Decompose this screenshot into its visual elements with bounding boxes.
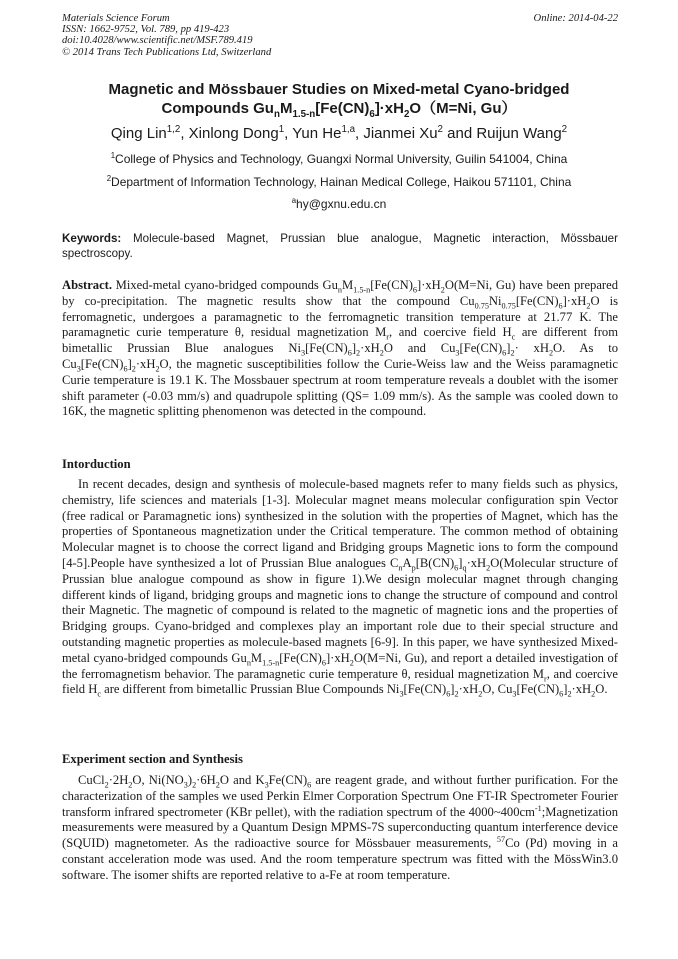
title-line-2: Compounds $Gu_nM_{1.5-n}[Fe(CN)_6]\cdot xH_2O(M=Ni$, Gu） bbox=[161, 100, 517, 120]
title-line-1: Magnetic and Mössbauer Studies on Mixed-metal Cyano-bridged bbox=[108, 81, 570, 98]
experiment-paragraph: $CuCl_2\cdot 2H_2O$, $Ni(NO_3)_2\cdot 6H_2O$ and $K_3Fe(CN)_6$ are reagent grade, and without further purification. For the characterization of the samples we used Perkin Elmer Corporation Spectrum One FT-IR Spectrometer Fourier transform infrared spectrometer (KBr pellet), with the radiation spectrum of the $4000\sim 400cm^{-1};Magnetization$ measurements were measured by a Quantum Design MPMS-7S superconducting quantum interference device (SQUID) magnetometer. As the radioactive source for Mössbauer measurements, $^{57}$Co (Pd) moving in a constant acceleration mode was used. And the room temperature spectrum was fitted with the MössWin3.0 software. The isomer shifts are reported relative to a-Fe at room temperature. bbox=[62, 773, 619, 882]
journal-header bbox=[62, 13, 618, 58]
affiliation-2: $^2$Department of Information Technology, Hainan Medical College, Haikou 571101, China bbox=[106, 174, 572, 189]
online-date: Online: 2014-04-22 bbox=[533, 13, 618, 24]
abstract: Abstract. Mixed-metal cyano-bridged compounds $Gu_nM_{1.5-n}[Fe(CN)_6]\cdot xH_2O(M=Ni$, Gu) have been prepared by co-precipitation. The magnetic results show that the compound $Cu_{0.75}Ni_{0.75}[Fe(CN)_6]\cdot xH_2O$ is ferromagnetic, undergoes a paramagnetic to the ferromagnetic transition temperature at 21.77 K. The paramagnetic curie temperature θ, residual magnetization $M_r$, and coercive field $H_c$ are different from bimetallic Prussian Blue analogues $Ni_3[Fe(CN)_6]_2\cdot xH_2O$ and $Cu_3[Fe(CN)_6]_2\cdot xH_2O$. As to $Cu_3[Fe(CN)_6]_2\cdot xH_2O$, the magnetic susceptibilities follow the Curie-Weiss law and the Weiss paramagnetic Curie temperature is 19.1 K. The Mossbauer spectrum at room temperature reveals a doublet with the isomer shift parameter (-0.03 mm/s) and quadrupole splitting (QS= 1.09 mm/s). As the sample was cooled down to 16K, the magnetic splitting phenomenon was detected in the compound. bbox=[62, 278, 618, 419]
email: $^a$hy@gxnu.edu.cn bbox=[291, 196, 387, 211]
introduction-heading: Intorduction bbox=[62, 457, 131, 471]
journal-name: Materials Science Forum bbox=[62, 13, 170, 24]
introduction-paragraph: In recent decades, design and synthesis of molecule-based magnets refer to many fields such as physics, chemistry, life sciences and materials [1-3]. Molecular magnet means molecular configuration spin Vector (free radical or Paramagnetic ions) synthesized in the solution with the properties of Magnet, which has the properties of Spontaneous magnetization under the Critical temperature. The common method of obtaining Molecular magnet is to choose the correct ligand and Bridging groups Magnetic ions to form the compound [4-5].People have synthesized a lot of Prussian Blue analogues $C_nA_p[B(CN)_6]_q\cdot xH_2O(Molecular$ structure of Prussian blue analogue compound as show in figure 1).We design molecular magnet through changing different kinds of ligand, bridging groups and magnetic ions to change the structure of compound and control their Magnetic. The magnetic of compound is related to the magnetic of magnetic ions and the properties of Bridging groups. Cyano-bridged and complexes play an important role due to their special structure and outstanding magnetic properties as molecule-based magnets [6-9]. In this paper, we have synthesized Mixed-metal cyano-bridged compounds $Gu_nM_{1.5-n}[Fe(CN)_6]\cdot xH_2O(M=Ni$, Gu), and report a detailed investigation of the ferromagnetism behavior. The paramagnetic curie temperature θ, residual magnetization $M_r$, and coercive field $H_c$ are different from bimetallic Prussian Blue Compounds $Ni_3[Fe(CN)_6]_2\cdot xH_2O$, $Cu_3[Fe(CN)_6]_2\cdot xH_2O$. bbox=[62, 477, 618, 699]
journal-copyright: © 2014 Trans Tech Publications Ltd, Switzerland bbox=[62, 46, 272, 58]
affiliation-1: $^1$College of Physics and Technology, Guangxi Normal University, Guilin 541004, China bbox=[110, 151, 568, 166]
experiment-heading: Experiment section and Synthesis bbox=[62, 752, 243, 766]
journal-issn: ISSN: 1662-9752, Vol. 789, pp 419-423 bbox=[62, 24, 230, 36]
author-list: Qing Lin$^{1,2}$, Xinlong Dong$^1$, Yun He$^{1,a}$, Jianmei Xu$^2$ and Ruijun Wang$^2$ bbox=[110, 124, 568, 142]
paper-title bbox=[40, 80, 638, 118]
journal-doi: doi:10.4028/www.scientific.net/MSF.789.419 bbox=[62, 35, 253, 47]
keywords: Keywords: Molecule-based Magnet, Prussian blue analogue, Magnetic interaction, Mössbauer spectroscopy. bbox=[62, 232, 618, 260]
